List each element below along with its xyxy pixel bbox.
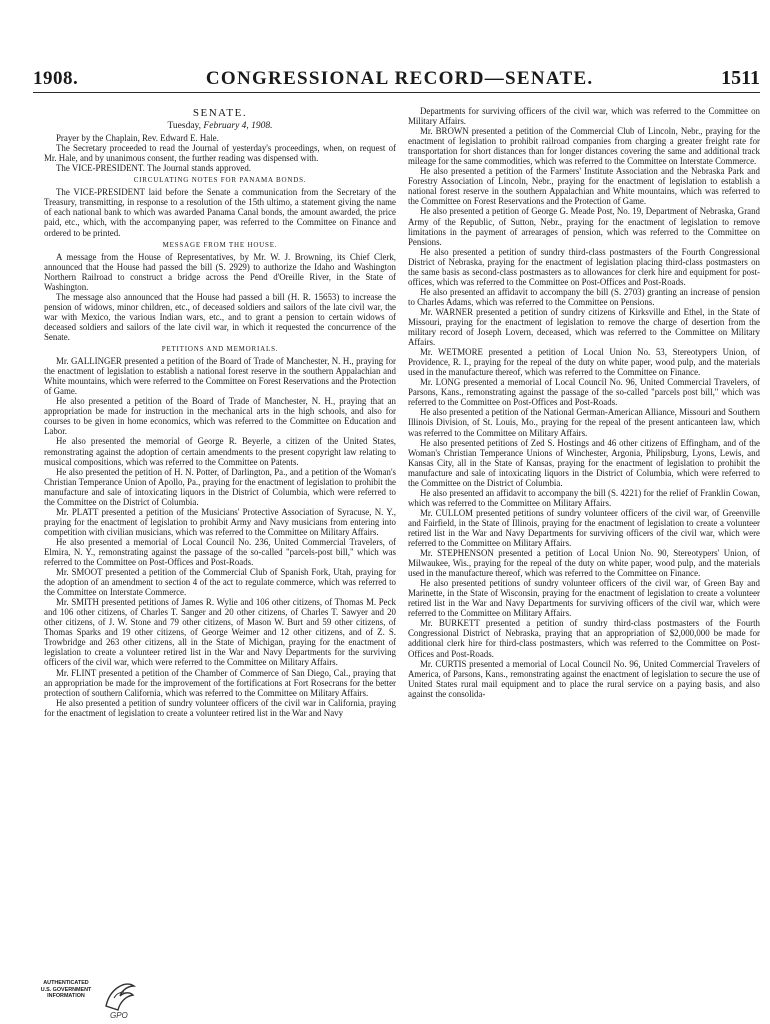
- right-column: [408, 106, 760, 984]
- seal-gpo-text: GPO: [110, 1011, 128, 1020]
- seal-text: [30, 980, 102, 1000]
- header-title: CONGRESSIONAL RECORD—SENATE.: [205, 68, 594, 89]
- petition-paragraph: He also presented petitions of Zed S. Hostings and 46 other citizens of Effingham, and of the Woman's Christian Temperance Unions of Winchester, Argonia, Philipsburg, Lyons, Lewis, and Kansas City, all in the State of Kansas, praying for the enactment of legislation to prohibit the manufacture and sale of intoxicating liquors in the District of Columbia, which were referred to the Committee on the District of Columbia.: [408, 437, 760, 488]
- eagle-seal-icon: [100, 976, 140, 1020]
- petition-paragraph: Mr. STEPHENSON presented a petition of Local Union No. 90, Stereotypers' Union, of Milwaukee, Wis., praying for the repeal of the duty on white paper, wood pulp, and the materials used in the manufacture thereof, which was referred to the Committee on Finance.: [408, 548, 760, 579]
- petition-paragraph: Mr. BURKETT presented a petition of sundry third-class postmasters of the Fourth Congressional District of Nebraska, praying that an appropriation of $2,000,000 be made for additional clerk hire for third-class postmasters, which was referred to the Committee on Post-Offices and Post-Roads.: [408, 618, 760, 659]
- running-header: [33, 64, 760, 93]
- opening-paragraph: Prayer by the Chaplain, Rev. Edward E. Hale.: [56, 133, 219, 144]
- petition-paragraph: He also presented an affidavit to accompany the bill (S. 4221) for the relief of Franklin Cowan, which was referred to the Committee on Military Affairs.: [408, 487, 760, 508]
- petition-paragraph: Mr. BROWN presented a petition of the Commercial Club of Lincoln, Nebr., praying for the enactment of legislation to prohibit railroad companies from charging a greater freight rate for transportation for short distances than for longer distances covering the same and additional track mileage for the same commodities, which was referred to the Committee on Interstate Commerce.: [408, 126, 760, 167]
- gpo-authentication-seal: [30, 976, 140, 1020]
- message-paragraph: The message also announced that the House had passed a bill (H. R. 15653) to increase the pension of widows, minor children, etc., of deceased soldiers and sailors of the late civil war, the war with Mexico, the various Indian wars, etc., and to grant a pension to certain widows of deceased soldiers and sailors of the late civil war, in which it requested the concurrence of the Senate.: [44, 291, 396, 342]
- subhead-petitions: PETITIONS AND MEMORIALS.: [161, 345, 279, 354]
- petition-paragraph: Mr. GALLINGER presented a petition of the Board of Trade of Manchester, N. H., praying for the enactment of legislation to establish a national forest reserve in the southern Appalachian and White mountains, which were referred to the Committee on Forest Reservations and the Protection of Game.: [44, 356, 396, 397]
- opening-paragraph: The VICE-PRESIDENT. The Journal stands approved.: [56, 163, 251, 174]
- petition-paragraph: Mr. PLATT presented a petition of the Musicians' Protective Association of Syracuse, N. Y., praying for the enactment of legislation to prohibit Army and Navy musicians from entering into competition with civilian musicians, which was referred to the Committee on Military Affairs.: [44, 506, 396, 537]
- date-text: February 4, 1908.: [203, 121, 273, 132]
- page-number: 1511: [721, 67, 760, 89]
- petition-paragraph: Mr. WETMORE presented a petition of Local Union No. 53, Stereotypers Union, of Providence, R. I., praying for the repeal of the duty on white paper, wood pulp, and the materials used in the manufacture thereof, which was referred to the Committee on Finance.: [408, 347, 760, 378]
- text-columns: [44, 106, 760, 984]
- dateline: [44, 121, 396, 131]
- petition-paragraph: Mr. SMITH presented petitions of James R. Wylie and 106 other citizens, of Thomas M. Peck and 106 other citizens, of Charles T. Sanger and 20 other citizens, of Charles T. Sawyer and 20 other citizens, of J. W. Stone and 79 other citizens, of Mason W. Burt and 59 other citizens, of Thomas Sparks and 19 other citizens, of George Weimer and 12 other citizens, and of Z. S. Trowbridge and 263 other citizens, all in the State of Michigan, praying for the enactment of legislation to create a volunteer retired list in the War and Navy Departments for the surviving officers of the civil war, which were referred to the Committee on Military Affairs.: [44, 597, 396, 668]
- petition-paragraph: Mr. WARNER presented a petition of sundry citizens of Kirksville and Ethel, in the State of Missouri, praying for the enactment of legislation to remove the charge of desertion from the military record of Joseph Lovern, deceased, which was referred to the Committee on Military Affairs.: [408, 306, 760, 348]
- petition-paragraph: He also presented an affidavit to accompany the bill (S. 2703) granting an increase of pension to Charles Adams, which was referred to the Committee on Pensions.: [408, 286, 760, 307]
- subhead-message: MESSAGE FROM THE HOUSE.: [162, 240, 278, 249]
- section-title: SENATE.: [192, 107, 248, 119]
- message-paragraph: A message from the House of Representatives, by Mr. W. J. Browning, its Chief Clerk, announced that the House had passed the bill (S. 2929) to authorize the Idaho and Washington Northern Railroad to construct a bridge across the Pend d'Oreille River, in the State of Washington.: [44, 251, 396, 292]
- opening-paragraph: The Secretary proceeded to read the Journal of yesterday's proceedings, when, on request of Mr. Hale, and by unanimous consent, the further reading was dispensed with.: [44, 143, 396, 164]
- petition-paragraph: He also presented a petition of the Board of Trade of Manchester, N. H., praying that an appropriation be made for instruction in the mechanical arts in the high schools, and also for courses to be given in home economics, which was referred to the Committee on Education and Labor.: [44, 396, 396, 437]
- seal-line: AUTHENTICATED: [43, 980, 89, 986]
- petition-paragraph: Mr. LONG presented a memorial of Local Council No. 96, United Commercial Travelers, of Parsons, Kans., remonstrating against the passage of the so-called "parcels post bill," which was referred to the Committee on Post-Offices and Post-Roads.: [408, 377, 760, 408]
- petition-paragraph: Mr. CULLOM presented petitions of sundry volunteer officers of the civil war, of Greenville and Fairfield, in the State of Illinois, praying for the enactment of legislation to create a volunteer retired list in the War and Navy Departments for surviving officers of the civil war, which were referred to the Committee on Military Affairs.: [408, 507, 760, 549]
- petition-paragraph: Mr. CURTIS presented a memorial of Local Council No. 96, United Commercial Travelers of America, of Parsons, Kans., remonstrating against the enactment of legislation to secure the use of United States rural mail equipment and to place the rural service on a paying basis, and also against the consolida-: [408, 658, 760, 699]
- panama-paragraph: The VICE-PRESIDENT laid before the Senate a communication from the Secretary of the Treasury, transmitting, in response to a resolution of the 15th ultimo, a statement giving the name of each national bank to which was awarded Panama Canal bonds, the amount awarded, the price paid, etc., which, with the accompanying paper, was referred to the Committee on Finance and ordered to be printed.: [44, 187, 396, 238]
- petition-paragraph: He also presented a petition of sundry third-class postmasters of the Fourth Congressional District of Nebraska, praying for the enactment of legislation placing third-class postmasters on the same basis as second-class postmasters as to allowances for clerk hire and equipment for post-offices, which was referred to the Committee on Post-Offices and Post-Roads.: [408, 246, 760, 287]
- seal-line: U.S. GOVERNMENT: [40, 986, 92, 993]
- petition-paragraph: He also presented a petition of sundry volunteer officers of the civil war in California, praying for the enactment of legislation to create a volunteer retired list in the War and Navy: [44, 697, 396, 718]
- petition-paragraph: He also presented petitions of sundry volunteer officers of the civil war, of Green Bay and Marinette, in the State of Wisconsin, praying for the enactment of legislation to create a volunteer retired list in the War and Navy Departments for surviving officers of the civil war, which were referred to the Committee on Military Affairs.: [408, 578, 760, 619]
- petition-paragraph: He also presented a petition of George G. Meade Post, No. 19, Department of Nebraska, Grand Army of the Republic, of Sutton, Nebr., praying for the enactment of legislation to remove limitations in the payment of arrearages of pension, which was referred to the Committee on Pensions.: [408, 206, 760, 247]
- subhead-panama: CIRCULATING NOTES FOR PANAMA BONDS.: [133, 176, 307, 185]
- petition-paragraph: He also presented a petition of the Farmers' Institute Association and the Nebraska Park and Forestry Association of Lincoln, Nebr., praying for the enactment of legislation to establish a national forest reserve in the southern Appalachian and White mountains, which was referred to the Committee on Forest Reservations and the Protection of Game.: [408, 166, 760, 207]
- header-year: 1908.: [33, 68, 79, 89]
- petition-paragraph: He also presented a petition of the National German-American Alliance, Missouri and Southern Illinois Division, of St. Louis, Mo., praying for the repeal of the present anticanteen law, which was referred to the Committee on Military Affairs.: [408, 407, 760, 438]
- petition-paragraph: Mr. SMOOT presented a petition of the Commercial Club of Spanish Fork, Utah, praying for the adoption of an amendment to section 4 of the act to regulate commerce, which was referred to the Committee on Interstate Commerce.: [44, 567, 396, 598]
- petition-paragraph: Mr. FLINT presented a petition of the Chamber of Commerce of San Diego, Cal., praying that an appropriation be made for the improvement of the fortifications at Fort Rosecrans for the better protection of southern California, which was referred to the Committee on Military Affairs.: [44, 667, 396, 698]
- petition-paragraph: Departments for surviving officers of the civil war, which was referred to the Committee on Military Affairs.: [408, 106, 760, 127]
- petition-paragraph: He also presented the petition of H. N. Potter, of Darlington, Pa., and a petition of the Woman's Christian Temperance Union of Apollo, Pa., praying for the enactment of legislation to prohibit the manufacture and sale of intoxicating liquors in the District of Columbia, which were referred to the Committee on the District of Columbia.: [44, 466, 396, 507]
- seal-line: INFORMATION: [47, 993, 85, 1000]
- petition-paragraph: He also presented a memorial of Local Council No. 236, United Commercial Travelers, of Elmira, N. Y., remonstrating against the passage of the so-called "parcels-post bill," which was referred to the Committee on Post-Offices and Post-Roads.: [44, 536, 396, 568]
- left-column: [44, 106, 396, 984]
- date-weekday: Tuesday,: [167, 121, 202, 132]
- petition-paragraph: He also presented the memorial of George R. Beyerle, a citizen of the United States, remonstrating against the adoption of certain amendments to the present copyright law relating to musical compositions, which was referred to the Committee on Patents.: [44, 436, 396, 467]
